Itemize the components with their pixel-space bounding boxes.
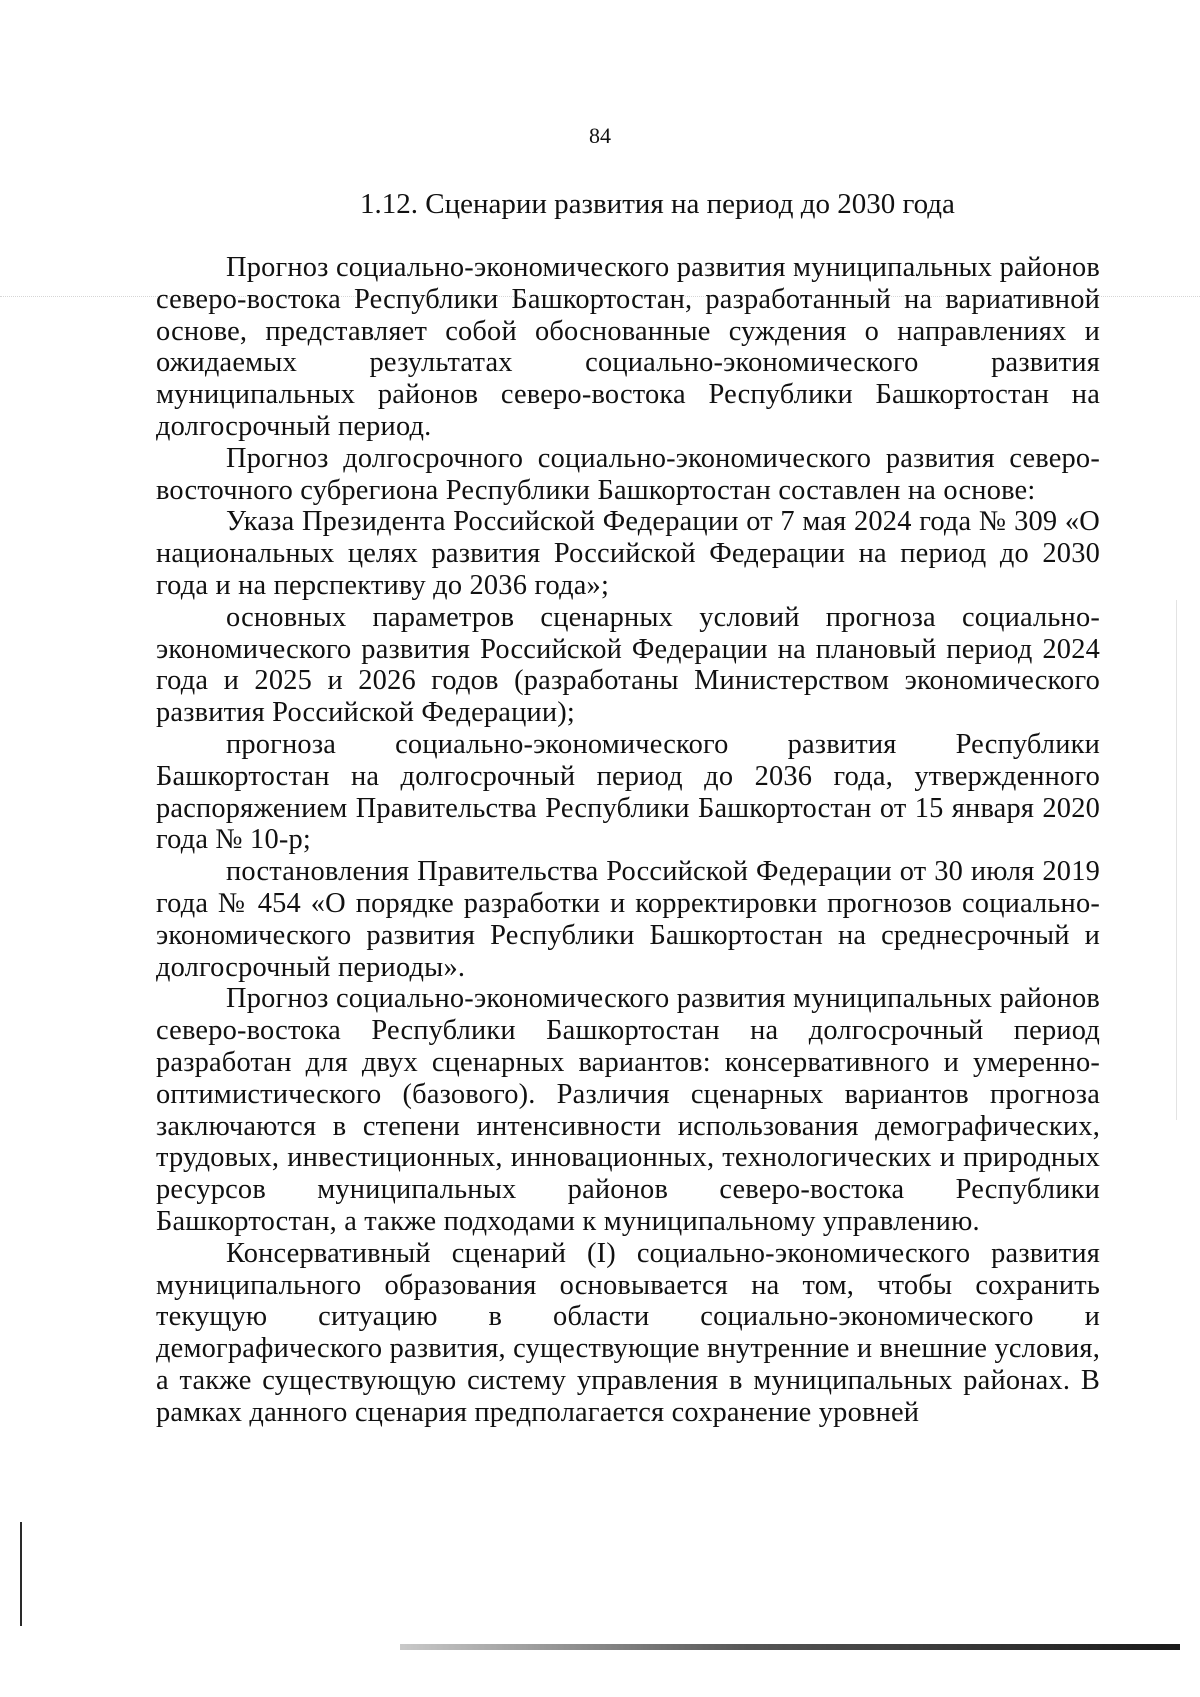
section-title: 1.12. Сценарии развития на период до 2030 года xyxy=(360,188,955,220)
document-body xyxy=(156,252,1100,1428)
paragraph-republic-forecast: прогноза социально-экономического развития Республики Башкортостан на долгосрочный период до 2036 года, утвержденного распоряжением Правительства Республики Башкортостан от 15 января 2020 года № 10-р; xyxy=(156,728,1100,856)
paragraph-presidential-decree: Указа Президента Российской Федерации от 7 мая 2024 года № 309 «О национальных целях развития Российской Федерации на период до 2030 года и на перспективу до 2036 года»; xyxy=(156,506,1100,601)
paragraph-conservative-scenario: Консервативный сценарий (I) социально-экономического развития муниципального образования основывается на том, чтобы сохранить текущую ситуацию в области социально-экономического и демографического развития, существующие внутренние и внешние условия, а также существующую систему управления в муниципальных районах. В рамках данного сценария предполагается сохранение уровней xyxy=(156,1237,1100,1428)
scan-artifact-line xyxy=(1176,600,1177,1120)
page-number: 84 xyxy=(589,123,611,148)
paragraph-forecast-basis: Прогноз долгосрочного социально-экономического развития северо-восточного субрегиона Республики Башкортостан составлен на основе: xyxy=(156,442,1100,506)
paragraph-scenario-conditions: основных параметров сценарных условий прогноза социально-экономического развития Российской Федерации на плановый период 2024 года и 2025 и 2026 годов (разработаны Министерством экономического развития Российской Федерации); xyxy=(156,601,1100,729)
scan-artifact-line xyxy=(400,1644,1180,1650)
scan-artifact-line xyxy=(20,1522,22,1626)
paragraph-forecast-intro: Прогноз социально-экономического развития муниципальных районов северо-востока Республики Башкортостан, разработанный на вариативной основе, представляет собой обоснованные суждения о направлениях и ожидаемых результатах социально-экономического развития муниципальных районов северо-востока Республики Башкортостан на долгосрочный период. xyxy=(156,252,1100,442)
paragraph-government-resolution: постановления Правительства Российской Федерации от 30 июля 2019 года № 454 «О порядке разработки и корректировки прогнозов социально-экономического развития Республики Башкортостан на среднесрочный и долгосрочный периоды». xyxy=(156,856,1100,983)
paragraph-scenario-variants: Прогноз социально-экономического развития муниципальных районов северо-востока Республики Башкортостан на долгосрочный период разработан для двух сценарных вариантов: консервативного и умеренно-оптимистического (базового). Различия сценарных вариантов прогноза заключаются в степени интенсивности использования демографических, трудовых, инвестиционных, инновационных, технологических и природных ресурсов муниципальных районов северо-востока Республики Башкортостан, а также подходами к муниципальному управлению. xyxy=(156,983,1100,1237)
